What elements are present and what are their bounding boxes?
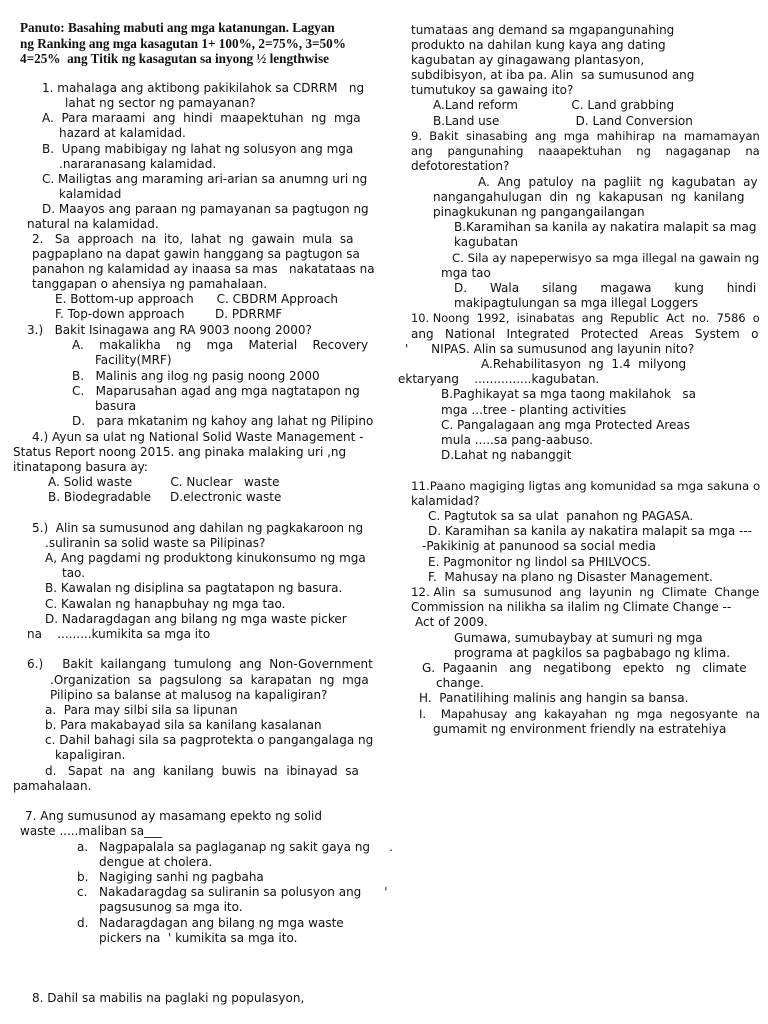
q9-option-b: B.Karamihan sa kanila ay nakatira malapit sa mag [454, 220, 757, 234]
q6-option-d-cont: pamahalaan. [13, 779, 92, 793]
q10-option-b-cont: mga ...tree - planting activities [441, 403, 627, 417]
question-11-stem: 11.Paano magiging ligtas ang komunidad sa mga sakuna o [411, 479, 761, 493]
q1-option-c-cont: kalamidad [59, 187, 122, 201]
q1-option-c: C. Mailigtas ang maraming ari-arian sa anumng uri ng [42, 172, 368, 186]
question-10-stem-cont: ' NIPAS. Alin sa sumusunod ang layunin nito? [405, 342, 695, 356]
q9-option-c: C. Sila ay napeperwisyo sa mga illegal na gawain ng [452, 251, 760, 265]
q7-option-a-letter: a. [77, 840, 89, 854]
q11-option-d: D. Karamihan sa kanila ay nakatira malapit sa mga --- [428, 524, 753, 538]
question-3-stem: 3.) Bakit Isinagawa ang RA 9003 noong 2000? [27, 323, 312, 337]
q4-options-row-2: B. Biodegradable D.electronic waste [48, 490, 282, 504]
q9-option-d-cont: makipagtulungan sa mga illegal Loggers [454, 296, 699, 310]
q11-option-d-cont: -Pakikinig at panunood sa social media [422, 539, 656, 553]
question-1-stem-cont: lahat ng sector ng pamayanan? [65, 96, 256, 110]
q10-option-d: D.Lahat ng nabanggit [441, 448, 572, 462]
instructions-line-3: 4=25% ang Titik ng kasagutan sa inyong ½ lengthwise [20, 51, 329, 66]
q10-option-a: A.Rehabilitasyon ng 1.4 milyong [481, 357, 687, 371]
question-6-stem-cont: .Organization sa pagsulong sa karapatan ng mga [50, 673, 369, 687]
question-4-stem-cont: itinatapong basura ay: [13, 460, 148, 474]
q7-option-b: Nagiging sanhi ng pagbaha [99, 870, 264, 884]
q8-options-row-2: B.Land use D. Land Conversion [433, 114, 693, 128]
q1-option-b: B. Upang mabibigay ng lahat ng solusyon ang mga [42, 142, 354, 156]
q12-option-f-cont: programa at pagkilos sa pagbabago ng klima. [454, 646, 731, 660]
q9-option-c-cont: mga tao [441, 266, 491, 280]
question-5-stem-cont: .suliranin sa solid waste sa Pilipinas? [45, 536, 266, 550]
question-8-stem-cont: subdibisyon, at iba pa. Alin sa sumusunod ang [411, 68, 695, 82]
question-2-stem-cont: panahon ng kalamidad ay inaasa sa mas nakatataas na [32, 262, 375, 276]
q7-option-b-letter: b. [77, 870, 89, 884]
q12-option-h: H. Panatilihing malinis ang hangin sa bansa. [419, 691, 689, 705]
q5-option-d-cont: na .........kumikita sa mga ito [27, 627, 211, 641]
q12-option-i: I. Mapahusay ang kakayahan ng mga negosyante na [419, 707, 760, 721]
q5-option-c: C. Kawalan ng hanapbuhay ng mga tao. [45, 597, 286, 611]
question-8-stem-cont: kagubatan ay ginagawang plantasyon, [411, 53, 645, 67]
q3-option-a-cont: Facility(MRF) [95, 353, 172, 367]
q7-option-d: Nadaragdagan ang bilang ng mga waste [99, 916, 344, 930]
question-12-stem: 12. Alin sa sumusunod ang layunin ng Climate Change [411, 585, 760, 599]
instructions-line-2: ng Ranking ang mga kasagutan 1+ 100%, 2=75%, 3=50% [20, 36, 346, 51]
question-4-stem: 4.) Ayun sa ulat ng National Solid Waste Management - [32, 430, 364, 444]
q2-options-row-1: E. Bottom-up approach C. CBDRM Approach [55, 292, 339, 306]
q11-option-f: F. Mahusay na plano ng Disaster Management. [428, 570, 713, 584]
q7-option-c-cont: pagsusunog sa mga ito. [99, 900, 243, 914]
question-12-stem-cont: Commission na nilikha sa ilalim ng Climate Change -- [411, 600, 732, 614]
q1-option-d: D. Maayos ang paraan ng pamayanan sa pagtugon ng [42, 202, 369, 216]
q3-option-d: D. para mkatanim ng kahoy ang lahat ng Pilipino [72, 414, 374, 428]
q4-options-row-1: A. Solid waste C. Nuclear waste [48, 475, 280, 489]
question-8-stem-cont: produkto na dahilan kung kaya ang dating [411, 38, 666, 52]
q6-option-a: a. Para may silbi sila sa lipunan [45, 703, 238, 717]
q10-option-c: C. Pangalagaan ang mga Protected Areas [441, 418, 691, 432]
question-6-stem-cont: Pilipino sa balanse at malusog na kapaligiran? [50, 688, 328, 702]
question-2-stem-cont: pagpaplano na dapat gawin hanggang sa pagtugon sa [32, 247, 360, 261]
q6-option-b: b. Para makabayad sila sa kanilang kasalanan [45, 718, 322, 732]
q7-option-d-cont: pickers na ' kumikita sa mga ito. [99, 931, 298, 945]
q5-option-a: A, Ang pagdami ng produktong kinukonsumo ng mga [45, 551, 366, 565]
q5-option-a-cont: tao. [62, 566, 86, 580]
q9-option-a-cont: pinagkukunan ng pangangailangan [433, 205, 645, 219]
question-12-stem-cont: Act of 2009. [415, 615, 488, 629]
question-4-stem-cont: Status Report noong 2015. ang pinaka malaking uri ,ng [13, 445, 347, 459]
q6-option-c-cont: kapaligiran. [55, 748, 126, 762]
q5-option-d: D. Nadaragdagan ang bilang ng mga waste picker [45, 612, 347, 626]
question-9-stem-cont: ang pangunahing naaapektuhan ng nagaganap na [411, 144, 760, 158]
question-2-stem-cont: tanggapan o ahensiya ng pamahalaan. [32, 277, 268, 291]
q1-option-b-cont: .nararanasang kalamidad. [59, 157, 217, 171]
q11-option-c: C. Pagtutok sa sa ulat panahon ng PAGASA. [428, 509, 694, 523]
q11-option-e: E. Pagmonitor ng lindol sa PHILVOCS. [428, 555, 651, 569]
q7-option-a: Nagpapalala sa paglaganap ng sakit gaya ng . [99, 840, 393, 854]
q10-option-a-cont: ektaryang ...............kagubatan. [398, 372, 600, 386]
question-8-stem-cont: tumataas ang demand sa mgapangunahing [411, 23, 675, 37]
q2-options-row-2: F. Top-down approach D. PDRRMF [55, 307, 283, 321]
q9-option-d: D. Wala silang magawa kung hindi [454, 281, 757, 295]
q7-option-c-letter: c. [77, 885, 88, 899]
question-7-stem: 7. Ang sumusunod ay masamang epekto ng solid [25, 809, 323, 823]
question-10-stem: 10. Noong 1992, isinabatas ang Republic Act no. 7586 o [411, 311, 760, 325]
q5-option-b: B. Kawalan ng disiplina sa pagtatapon ng basura. [45, 581, 343, 595]
q9-option-b-cont: kagubatan [454, 235, 518, 249]
question-8-stem: 8. Dahil sa mabilis na paglaki ng populasyon, [32, 991, 305, 1005]
q12-option-i-cont: gumamit ng environment friendly na estratehiya [433, 722, 727, 736]
q3-option-b: B. Malinis ang ilog ng pasig noong 2000 [72, 369, 320, 383]
question-9-stem-cont: defotorestation? [411, 159, 510, 173]
question-7-stem-cont: waste .....maliban sa___ [20, 824, 163, 838]
q1-option-a: A. Para maraami ang hindi maapektuhan ng mga [42, 111, 361, 125]
q3-option-c: C. Maparusahan agad ang mga nagtatapon ng [72, 384, 360, 398]
q9-option-a: A. Ang patuloy na pagliit ng kagubatan ay [478, 175, 758, 189]
q6-option-d: d. Sapat na ang kanilang buwis na ibinayad sa [45, 764, 359, 778]
question-6-stem: 6.) Bakit kailangang tumulong ang Non-Government [27, 657, 373, 671]
question-1-stem: 1. mahalaga ang aktibong pakikilahok sa CDRRM ng [42, 81, 365, 95]
q1-option-d-cont: natural na kalamidad. [27, 217, 159, 231]
question-2-stem: 2. Sa approach na ito, lahat ng gawain mula sa [32, 232, 354, 246]
instructions-line-1: Panuto: Basahing mabuti ang mga katanungan. Lagyan [20, 20, 335, 35]
question-8-stem-cont: tumutukoy sa gawaing ito? [411, 83, 574, 97]
question-9-stem: 9. Bakit sinasabing ang mga mahihirap na mamamayan [411, 129, 760, 143]
q7-option-d-letter: d. [77, 916, 89, 930]
q1-option-a-cont: hazard at kalamidad. [59, 126, 186, 140]
q10-option-b: B.Paghikayat sa mga taong makilahok sa [441, 387, 697, 401]
q6-option-c: c. Dahil bahagi sila sa pagprotekta o pangangalaga ng [45, 733, 374, 747]
q3-option-c-cont: basura [95, 399, 137, 413]
question-10-stem-cont: ang National Integrated Protected Areas System o [411, 327, 759, 341]
q12-option-g: G. Pagaanin ang negatibong epekto ng climate [422, 661, 747, 675]
q12-option-g-cont: change. [436, 676, 484, 690]
q8-options-row-1: A.Land reform C. Land grabbing [433, 98, 675, 112]
q12-option-f: Gumawa, sumubaybay at sumuri ng mga [454, 631, 703, 645]
q10-option-c-cont: mula .....sa pang-aabuso. [441, 433, 593, 447]
q9-option-a-cont: nangangahulugan din ng kakapusan ng kanilang [433, 190, 745, 204]
q3-option-a: A. makalikha ng mga Material Recovery [72, 338, 369, 352]
question-5-stem: 5.) Alin sa sumusunod ang dahilan ng pagkakaroon ng [32, 521, 364, 535]
q7-option-c: Nakadaragdag sa suliranin sa polusyon ang ' [99, 885, 388, 899]
q7-option-a-cont: dengue at cholera. [99, 855, 213, 869]
question-11-stem-cont: kalamidad? [411, 494, 480, 508]
